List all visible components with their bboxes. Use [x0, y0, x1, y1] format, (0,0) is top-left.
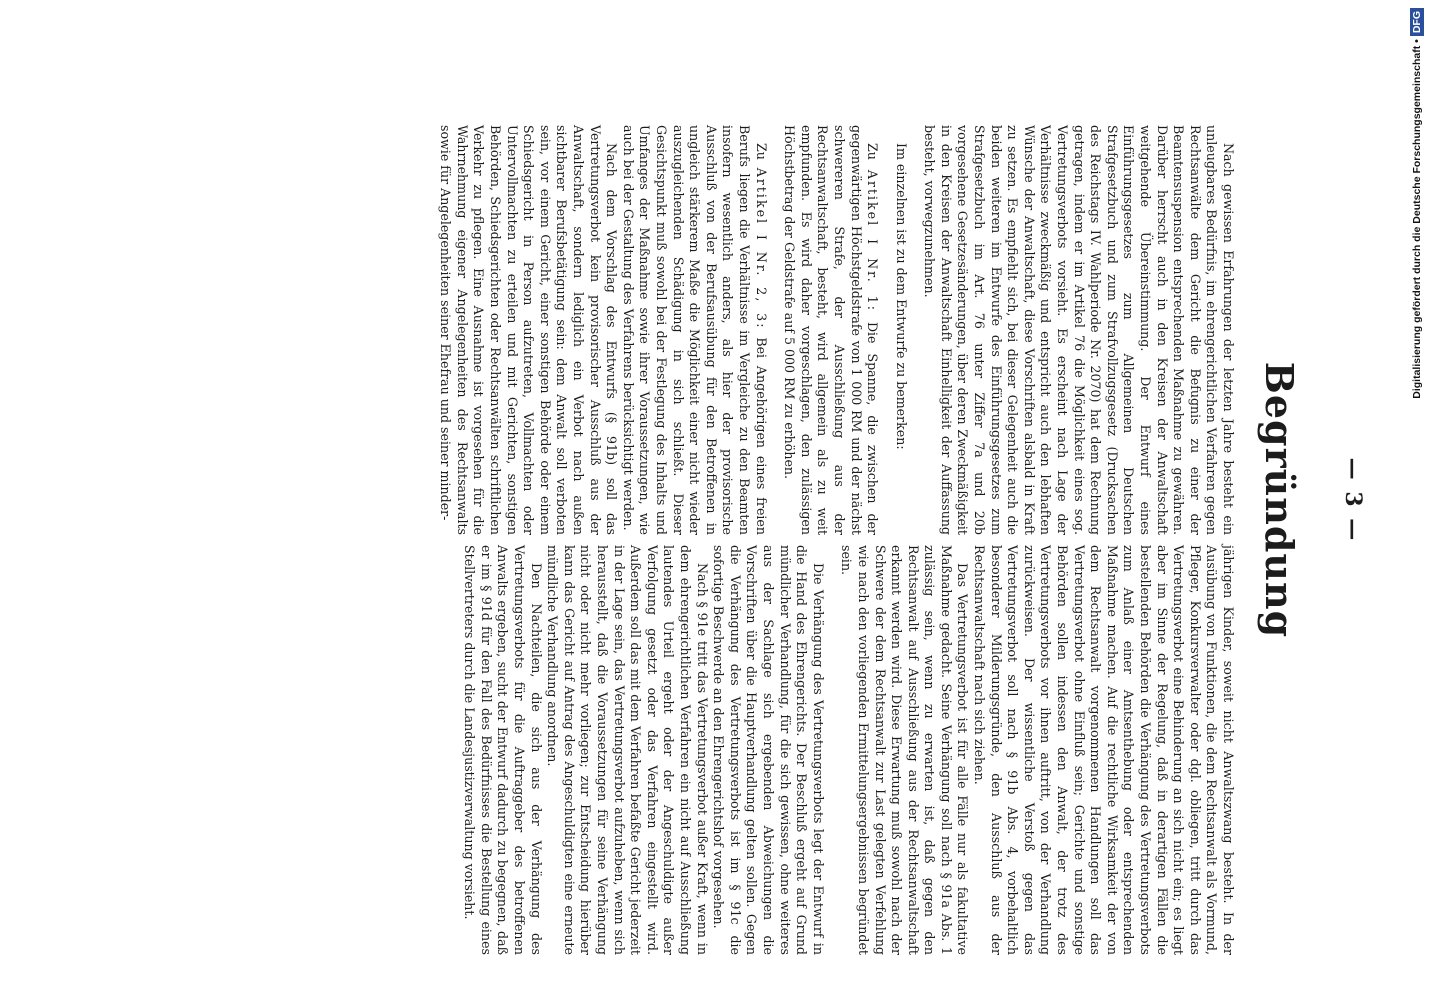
digitization-credit [1406, 8, 1434, 408]
paragraph: Die Verhängung des Vertretungsverbots legt der Entwurf in die Hand des Ehrengerichts. Der Beschluß ergeht auf Grund mündlicher Verhandlung, für die sich gewissen, ohne weiteres aus der Sachlage sich ergebenden Abweichungen die Vorschriften über die Hauptverhandlung gelten sollen. Gegen die Verhängung des Vertretungsverbots ist im § 91c die sofortige Beschwerde an den Ehrengerichtshof vorgesehen. [711, 545, 826, 955]
paragraph: Nach § 91e tritt das Vertretungsverbot außer Kraft, wenn in dem ehrengerichtlichen Verfahren ein nicht auf Ausschließung lautendes Urteil ergeht oder der Angeschuldigte außer Verfolgung gesetzt oder das Verfahren eingestellt wird. Außerdem soll das mit dem Verfahren befaßte Gericht jederzeit in der Lage sein, das Vertretungsverbot aufzuheben, wenn sich herausstellt, daß die Voraussetzungen für seine Verhängung nicht oder nicht mehr vorliegen; zur Entscheidung hierüber kann das Gericht auf Antrag des Angeschuldigten eine erneute mündliche Verhandlung anordnen. [545, 545, 710, 955]
paragraph-prefix: Zu [753, 143, 769, 160]
paragraph: Den Nachteilen, die sich aus der Verhängung des Vertretungsverbots für die Auftraggeber des betroffenen Anwalts ergeben, sucht der Entwurf dadurch zu begegnen, daß er im § 91d für den Fall des Bedürfnisses die Bestellung eines Stellvertreters durch die Landesjustizverwaltung vorsieht. [462, 545, 544, 955]
dfg-logo: DFG [1410, 8, 1424, 36]
paragraph: jährigen Kinder, soweit nicht Anwaltszwang besteht. In der Ausübung von Funktionen, die dem Rechtsanwalt als Vormund, Pfleger, Konkursverwalter oder dgl. obliegen, tritt durch das Vertretungsverbot eine Behinderung an sich nicht ein; es liegt aber im Sinne der Regelung, daß in derartigen Fällen die bestellenden Behörden die Verhängung des Vertretungsverbots zum Anlaß einer Amtsenthebung oder entsprechenden Maßnahme machen. Auf die rechtliche Wirksamkeit der von dem Rechtsanwalt vorgenommenen Handlungen soll das Vertretungsverbot ohne Einfluß sein; Gerichte und sonstige Behörden sollen indessen den Anwalt, der trotz des Vertretungsverbots vor ihnen auftritt, von der Verhandlung zurückweisen. Der wissentliche Verstoß gegen das Vertretungsverbot soll nach § 91b Abs. 4, vorbehaltlich besonderer Milderungsgründe, den Ausschluß aus der Rechtsanwaltschaft nach sich ziehen. [972, 545, 1236, 955]
paragraph: Nach dem Vorschlag des Entwurfs (§ 91b) soll das Vertretungsverbot kein provisorischer Ausschluß aus der Anwaltschaft, sondern lediglich ein Verbot nach außen sichtbarer Berufsbetätigung sein: dem Anwalt soll verboten sein, vor einem Gericht, einer sonstigen Behörde oder einem Schiedsgericht in Person aufzutreten, Vollmachten oder Untervollmachten zu erteilen und mit Gerichten, sonstigen Behörden, Schiedsgerichten oder Rechtsanwälten schriftlichen Verkehr zu pflegen. Eine Ausnahme ist vorgesehen für die Wahrnehmung eigener Angelegenheiten des Rechtsanwalts sowie für Angelegenheiten seiner Ehefrau und seiner minder- [438, 125, 620, 535]
paragraph [781, 125, 881, 535]
paragraph-body: Die Spanne, die zwischen der gegenwärtigen Höchstgeldstrafe von 1 000 RM und der nächst schwereren Strafe, der Ausschließung aus der Rechtsanwaltschaft, besteht, wird allgemein als zu weit empfunden. Es wird daher vorgeschlagen, den zulässigen Höchstbetrag der Geldstrafe auf 5 000 RM zu erhöhen. [782, 125, 881, 535]
article-reference: Artikel I Nr. 1: [865, 169, 881, 312]
text-column-left [437, 125, 1236, 535]
article-reference: Artikel I Nr. 2, 3: [753, 167, 769, 330]
paragraph: Nach gewissen Erfahrungen der letzten Jahre besteht ein unleugbares Bedürfnis, im ehrengerichtlichen Verfahren gegen Rechtsanwälte dem Gericht die Befugnis zu einer der Beamtensuspension entsprechenden Maßnahme zu gewähren. Darüber herrscht auch in den Kreisen der Anwaltschaft weitgehende Übereinstimmung. Der Entwurf eines Einführungsgesetzes zum Allgemeinen Deutschen Strafgesetzbuch und zum Strafvollzugsgesetz (Drucksachen des Reichstags IV. Wahlperiode Nr. 2070) hat dem Rechnung getragen, indem er im Artikel 76 die Möglichkeit eines sog. Vertretungsverbots vorsieht. Es erscheint nach Lage der Verhältnisse zweckmäßig und entspricht auch den lebhaften Wünsche der Anwaltschaft, diese Vorschriften alsbald in Kraft zu setzen. Es empfiehlt sich, bei dieser Gelegenheit auch die beiden weiteren im Entwurfe des Einführungsgesetzes zum Strafgesetzbuch im Art. 76 unter Ziffer 7a und 20b vorgesehene Gesetzesänderungen, über deren Zweckmäßigkeit in den Kreisen der Anwaltschaft Einhelligkeit der Auffassung besteht, vorwegzunehmen. [922, 125, 1236, 535]
page-number: — 3 — [1340, 457, 1366, 543]
paragraph-prefix: Zu [865, 143, 881, 160]
paragraph: Im einzelnen ist zu dem Entwurfe zu bemerken: [893, 143, 909, 450]
text-column-right [461, 545, 1236, 955]
paragraph: Das Vertretungsverbot ist für alle Fälle nur als fakultative Maßnahme gedacht. Seine Verhängung soll nach § 91a Abs. 1 zulässig sein, wenn zu erwarten ist, daß gegen den Rechtsanwalt auf Ausschließung aus der Rechtsanwaltschaft erkannt werden wird. Diese Erwartung muß sowohl nach der Schwere der dem Rechtsanwalt zur Last gelegten Verfehlung wie nach den vorliegenden Ermittelungsergebnissen begründet sein. [839, 545, 971, 955]
paragraph [619, 125, 768, 535]
credit-text: Digitalisierung gefördert durch die Deutsche Forschungsgemeinschaft • [1411, 39, 1423, 399]
page-title: Begründung [1257, 361, 1302, 639]
paragraph-body: Bei Angehörigen eines freien Berufs liegen die Verhältnisse im Vergleiche zu den Beamten insofern wesentlich anders, als hier der provisorische Ausschluß von der Berufsausübung für den Betroffenen in ungleich stärkerem Maße die Möglichkeit einer nicht wieder auszugleichenden Schädigung in sich schließt. Dieser Gesichtspunkt muß sowohl bei der Festlegung des Inhalts und Umfanges der Maßnahme sowie ihrer Voraussetzungen, wie auch bei der Gestaltung des Verfahrens berücksichtigt werden. [620, 125, 769, 535]
